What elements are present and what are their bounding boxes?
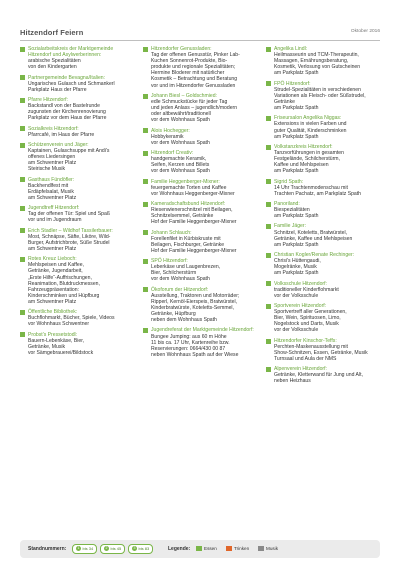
issue-date: Oktober 2016	[350, 29, 380, 34]
standnummern-label: Standnummern:	[28, 546, 67, 552]
stand-detail-line: Kaffee und Mehlspeisen	[274, 162, 329, 169]
stand-detail-line: oder altbewährt/traditionell	[151, 111, 211, 118]
stand-detail-line: vor Wohnhaus Schwentner	[28, 321, 90, 328]
stand-name: Sportverein Hitzendorf:	[274, 303, 327, 310]
stand-detail-line: Forellenfilet in Kürbiskruste mit	[151, 235, 221, 242]
stand-detail-line: produkte und regionale Spezialitäten;	[151, 64, 236, 71]
stand-marker-icon	[143, 202, 148, 207]
stand-detail-line: Backstandl von der Bastelrunde	[28, 103, 100, 110]
stand-detail-line: Getränke, Kaffee und Mehlspeisen	[274, 235, 353, 242]
stand-entry	[143, 128, 257, 146]
legend-item-musik: Musik	[258, 545, 278, 553]
stand-name: Sozialkreis Hitzendorf:	[28, 125, 79, 132]
stand-detail-line: Leberkäse und Laugenbrezen,	[151, 264, 221, 271]
stand-entry	[143, 201, 257, 225]
stand-marker-icon	[266, 224, 271, 229]
stand-entry	[143, 230, 257, 254]
stand-entry	[266, 252, 380, 276]
stand-detail-line: Seifen, Kerzen und Billets	[151, 162, 210, 169]
stand-entry	[143, 93, 257, 123]
stand-detail-line: zugunsten der Kirchenrenovierung	[28, 109, 106, 116]
stand-entry	[143, 287, 257, 324]
stand-detail-line: Bier, Wein, Spirituosen, Limo,	[274, 315, 341, 322]
stand-detail-line: Pfarrcafé, im Haus der Pfarre	[28, 131, 95, 138]
stand-name: Alois Hochegger:	[151, 127, 190, 134]
stand-detail-line: Chrisi's Hüttengaudi,	[274, 258, 321, 265]
stand-detail-line: Most, Schnäpse, Säfte, Liköre, Wild-	[28, 233, 111, 240]
footer-legend-bar	[20, 540, 380, 558]
stand-detail-line: Variationen als Fleisch- oder Süßstrudel,	[274, 92, 366, 99]
stand-detail-line: Turnsaal und Aula der NMS	[274, 356, 337, 362]
stand-name: Johann Biesl – Goldschmied:	[151, 92, 217, 99]
stand-detail-line: Getränke, Musik	[28, 343, 66, 350]
column-3	[266, 46, 380, 389]
stand-marker-icon	[266, 47, 271, 52]
stand-detail-line: Tag der offenen Genusstür, Pinker Lab-	[151, 52, 240, 59]
stand-detail-line: Backhendlfest mit	[28, 182, 69, 189]
stand-marker-icon	[266, 253, 271, 258]
stand-detail-line: feuergemachte Torten und Kaffee	[151, 184, 227, 191]
stand-marker-icon	[266, 304, 271, 309]
stand-detail-line: Sportvertreff aller Generationen,	[274, 309, 347, 316]
stand-name: Probst's Pressetstodl:	[28, 331, 78, 338]
stand-entry	[266, 303, 380, 333]
stand-detail-line: Steirische Musik	[28, 166, 66, 173]
stand-detail-line: Getränke, Kletterwand für Jung und Alt,	[274, 372, 363, 379]
stand-entry	[20, 205, 134, 223]
stand-entry	[266, 46, 380, 76]
stand-name: Öffentliche Bibliothek:	[28, 309, 78, 316]
stand-detail-line: vor dem Wohnhaus Spath	[151, 168, 210, 175]
stand-marker-icon	[266, 179, 271, 184]
stand-marker-icon	[143, 328, 148, 333]
stand-detail-line: am Schwentner Platz	[28, 194, 77, 201]
stand-entry	[143, 46, 257, 89]
stand-entry	[20, 177, 134, 201]
stand-detail-line: 11 bis ca. 17 Uhr, Kartenreihe bzw.	[151, 339, 230, 346]
stand-detail-line: vor dem Wohnhaus Spath	[151, 117, 210, 124]
stand-detail-line: Mehlspeisen und Kaffee,	[28, 262, 84, 269]
stand-name: Jugendreferat der Marktgemeinde Hitzendorf:	[151, 327, 254, 334]
stand-marker-icon	[143, 128, 148, 133]
stand-detail-line: Burger, Aufstrichbrote, Süße Strudel	[28, 239, 110, 246]
stand-detail-line: am Schwentner Platz	[28, 160, 77, 167]
stand-detail-line: Hof der Familie Heggenberger-Mixner	[151, 219, 237, 226]
stand-name: Erich Stadler – Wildhof Tassilerbauer:	[28, 227, 113, 234]
stand-detail-line: vor der Volksschule	[274, 327, 319, 334]
stand-entry	[266, 115, 380, 139]
stand-detail-line: neben Wohnhaus Spath auf der Wiese	[151, 351, 239, 358]
stand-detail-line: am Parkplatz Spath	[274, 213, 319, 220]
stand-name: Ökoforum der Hitzendorf:	[151, 286, 209, 293]
stand-marker-icon	[143, 179, 148, 184]
stand-name: Familie Jäger:	[274, 223, 306, 230]
stand-marker-icon	[20, 310, 25, 315]
musik-swatch	[258, 546, 264, 551]
stand-marker-icon	[266, 145, 271, 150]
stand-entry	[20, 228, 134, 252]
stand-marker-icon	[266, 116, 271, 121]
range-badge-2: 2 bis 45	[100, 544, 125, 554]
stand-marker-icon	[20, 177, 25, 182]
essen-swatch	[196, 546, 202, 551]
stand-detail-line: Hobbykeramik	[151, 133, 184, 140]
stand-marker-icon	[143, 230, 148, 235]
stand-detail-line: Reservierungen: 0664/430 00 87	[151, 345, 226, 352]
stand-detail-line: arabische Spezialitäten	[28, 58, 81, 65]
stand-entry	[20, 126, 134, 138]
stand-marker-icon	[266, 281, 271, 286]
stand-marker-icon	[143, 94, 148, 99]
stand-marker-icon	[143, 47, 148, 52]
stand-entry	[20, 142, 134, 172]
stand-detail-line: Getränke	[274, 98, 295, 105]
stand-entry	[20, 97, 134, 121]
column-2	[143, 46, 257, 362]
stand-marker-icon	[143, 287, 148, 292]
stand-detail-line: am Schwentner Platz	[28, 298, 77, 305]
stand-detail-line: Perchten-Maskenausstellung mit	[274, 343, 348, 350]
stand-detail-line: am Parkplatz Spath	[274, 270, 319, 277]
stand-detail-line: Parkplatz vor dem Haus der Pfarre	[28, 115, 107, 122]
stand-detail-line: Show-Schnitzen, Essen, Getränke, Musik	[274, 349, 368, 356]
stand-detail-line: Kaptainen, Gulaschsuppe mit Andi's	[28, 148, 110, 155]
stand-name: Alpenverein Hitzendorf:	[274, 366, 327, 373]
stand-marker-icon	[20, 47, 25, 52]
stand-entry	[266, 81, 380, 111]
stand-name: Panoriland:	[274, 201, 300, 207]
stand-entry	[20, 75, 134, 93]
stand-detail-line: Erdäpfelsalat, Musik	[28, 188, 74, 195]
stand-detail-line: Biespezialitäten	[274, 207, 310, 214]
stand-detail-line: Trachten Pachatz, am Parkplatz Spath	[274, 190, 362, 197]
stand-entry	[266, 338, 380, 362]
stand-detail-line: Kosmetik, Verlosung von Gutscheinen	[274, 64, 361, 71]
trinken-swatch	[226, 546, 232, 551]
stand-marker-icon	[266, 367, 271, 372]
stand-marker-icon	[266, 202, 271, 207]
stand-detail-line: Tanzvorführungen in gesamten	[274, 149, 344, 156]
stand-detail-line: Getränke, Hüpfburg	[151, 311, 196, 318]
stand-marker-icon	[143, 151, 148, 156]
stand-detail-line: neben dem Wohnhaus Spath	[151, 317, 217, 324]
stand-detail-line: handgemachte Keramik,	[151, 156, 207, 163]
stand-name: Volksschule Hitzendorf:	[274, 280, 327, 287]
stand-detail-line: am Parkplatz Spath	[274, 70, 319, 77]
stand-entry	[20, 309, 134, 327]
stand-detail-line: Buchflohmarkt, Bücher, Spiele, Videos	[28, 315, 115, 322]
stand-detail-line: vor Sämgebrauerei/Bildstock	[28, 349, 94, 356]
stand-name: Jugendtreff Hitzendorf:	[28, 205, 80, 212]
stand-name: Friseursalon Angelika Niggas:	[274, 115, 342, 122]
stand-detail-line: am Parkplatz Spath	[274, 133, 319, 140]
stand-detail-line: traditioneller Kinderflohmarkt	[274, 286, 339, 293]
stand-marker-icon	[20, 332, 25, 337]
stand-detail-line: guter Qualität, Kinderschminken	[274, 127, 347, 134]
stand-marker-icon	[20, 206, 25, 211]
stand-name: Sigrid Spath:	[274, 178, 304, 185]
stand-entry	[143, 258, 257, 282]
stand-name: FPÖ Hitzendorf:	[274, 80, 311, 87]
page-title: Hitzendorf Feiern	[20, 28, 84, 37]
stand-entry	[143, 150, 257, 174]
stand-detail-line: Beilagen, Fischburger, Getränke	[151, 241, 225, 248]
stand-detail-line: Getränke, Jugendarbeit,	[28, 268, 83, 275]
stand-entry	[20, 46, 134, 70]
stand-detail-line: Strudel-Spezialitäten in verschiedenen	[274, 86, 361, 93]
range-badge-3: 3 bis 83	[128, 544, 153, 554]
stand-detail-line: Tag der offenen Tür: Spiel und Spaß	[28, 211, 110, 218]
stand-name: Hitzendorfer Genussladen:	[151, 46, 212, 52]
stand-detail-line: Nogelstock und Darts, Musik	[274, 321, 339, 328]
stand-entry	[266, 366, 380, 384]
stand-detail-line: Kinderschminken und Hüpfburg	[28, 292, 100, 299]
stand-detail-line: „Erste Hilfe“-Auffrischungen,	[28, 274, 92, 281]
stand-name: Volkstanzkreis Hitzendorf:	[274, 143, 333, 150]
stand-detail-line: 14 Uhr Trachtenmodenschau mit	[274, 184, 348, 191]
stand-name: Familie Heggenberger-Mixner:	[151, 178, 220, 185]
stand-name: Hitzendorf Creativ:	[151, 149, 194, 156]
stand-columns	[20, 46, 380, 506]
legend-item-trinken: Trinken	[226, 545, 249, 553]
stand-marker-icon	[20, 228, 25, 233]
stand-name: Gasthaus Fündöfler:	[28, 176, 75, 183]
stand-marker-icon	[266, 339, 271, 344]
stand-entry	[20, 332, 134, 356]
legende-label: Legende:	[168, 546, 191, 552]
stand-name: Rotes Kreuz Lieboch:	[28, 256, 77, 263]
stand-entry	[266, 281, 380, 299]
stand-name: Hitzendorfer Kinschor-Teffs:	[274, 337, 337, 344]
stand-marker-icon	[20, 143, 25, 148]
stand-detail-line: Parkplatz Haus der Pfarre	[28, 86, 87, 93]
stand-detail-line: Kosmetik – Betrachtung und Beratung	[151, 76, 238, 83]
stand-entry	[20, 256, 134, 305]
page-header	[20, 28, 380, 41]
stand-entry	[266, 223, 380, 247]
stand-entry	[143, 327, 257, 357]
stand-detail-line: vor der Volksschule	[274, 292, 319, 299]
stand-detail-line: offenes Liedersingen	[28, 154, 76, 161]
stand-detail-line: vor Wohnhaus Heggenberger-Mixner	[151, 190, 235, 197]
stand-detail-line: Schnitzel, Koteletts, Bratwürstel,	[274, 229, 348, 236]
stand-detail-line: und jeden Anlass – jugendlich/modern	[151, 105, 238, 112]
stand-detail-line: Hermine Bloderer mit natürlicher	[151, 70, 225, 77]
legend-item-essen: Essen	[196, 545, 217, 553]
stand-name: Christian Kogler/Renate Rechinger:	[274, 252, 355, 259]
stand-name: SPÖ Hitzendorf:	[151, 258, 188, 265]
stand-detail-line: Schnitzelsemmel, Getränke	[151, 213, 214, 220]
stand-detail-line: Heilmasseurin und TCM-Therapeutin,	[274, 52, 359, 59]
stand-detail-line: Massagen, Ernährungsberatung,	[274, 58, 349, 65]
stand-detail-line: Ripperl, Kernöl-Eierspeis, Bratwürstel,	[151, 298, 238, 305]
stand-detail-line: neben Heizhaus	[274, 378, 311, 385]
stand-detail-line: Hof der Familie Heggenberger-Mixner	[151, 247, 237, 254]
stand-detail-line: Bungee Jumping: aus 60 m Höhe	[151, 333, 227, 340]
stand-detail-line: Kuchen Sonnenrot-Produkte, Bio-	[151, 58, 228, 65]
stand-detail-line: Riesenwienerschnitzel mit Beilagen,	[151, 207, 233, 214]
stand-detail-line: Bier, Schilcherstürm	[151, 270, 197, 277]
stand-detail-line: vor dem Wohnhaus Spath	[151, 139, 210, 146]
stand-marker-icon	[20, 126, 25, 131]
stand-name: Schützenverein und Jäger:	[28, 141, 89, 148]
stand-name: Kameradschaftsbund Hitzendorf:	[151, 201, 226, 207]
stand-name: Johann Schlauch:	[151, 229, 192, 236]
stand-marker-icon	[266, 81, 271, 86]
stand-detail-line: Ausstellung, Traktoren und Motorräder;	[151, 292, 240, 299]
stand-detail-line: Festgelände, Schilcherstürm,	[274, 156, 340, 163]
range-badge-1: 1 bis 34	[72, 544, 97, 554]
stand-detail-line: am Parkplatz Spath	[274, 105, 319, 112]
stand-detail-line: edle Schmuckstücke für jeder Tag	[151, 98, 228, 105]
stand-name: Pfarre Hitzendorf:	[28, 97, 68, 104]
stand-entry	[266, 144, 380, 174]
stand-marker-icon	[20, 257, 25, 262]
stand-entry	[266, 179, 380, 197]
stand-detail-line: Kinderbratwürste, Koteletts-Semmel,	[151, 304, 234, 311]
stand-detail-line: am Parkplatz Spath	[274, 241, 319, 248]
stand-name: Partnergemeinde Bevagna/Italien:	[28, 74, 106, 81]
stand-detail-line: am Parkplatz Spath	[274, 168, 319, 175]
stand-marker-icon	[20, 75, 25, 80]
stand-detail-line: Reanimation, Blutdruckmessen,	[28, 280, 100, 287]
stand-detail-line: Fahrzeugpräsentation:	[28, 286, 79, 293]
stand-entry	[143, 179, 257, 197]
stand-detail-line: am Schwentner Platz	[28, 245, 77, 252]
stand-detail-line: vor dem Wohnhaus Spath	[151, 276, 210, 283]
stand-detail-line: Mogelränke, Musik	[274, 264, 317, 271]
stand-detail-line: Ungarisches Gulasch und Schmankerl	[28, 80, 115, 87]
stand-detail-line: vor und im Jugendraum	[28, 217, 82, 224]
stand-detail-line: von den Kindergarten	[28, 64, 77, 71]
stand-name: Angelika Lindl:	[274, 46, 308, 52]
stand-name: Sozialarbeitskreis der Marktgemeinde Hitzendorf und Asylwerberinnen:	[28, 46, 114, 59]
column-1	[20, 46, 134, 360]
stand-detail-line: Extensions in vielen Farben und	[274, 121, 347, 128]
stand-marker-icon	[143, 259, 148, 264]
stand-marker-icon	[20, 98, 25, 103]
stand-detail-line: Bauern-Lebenkäse, Bier,	[28, 337, 85, 344]
stand-entry	[266, 201, 380, 219]
stand-detail-line: vor und im Hitzendorfer Genussladen	[151, 82, 236, 89]
